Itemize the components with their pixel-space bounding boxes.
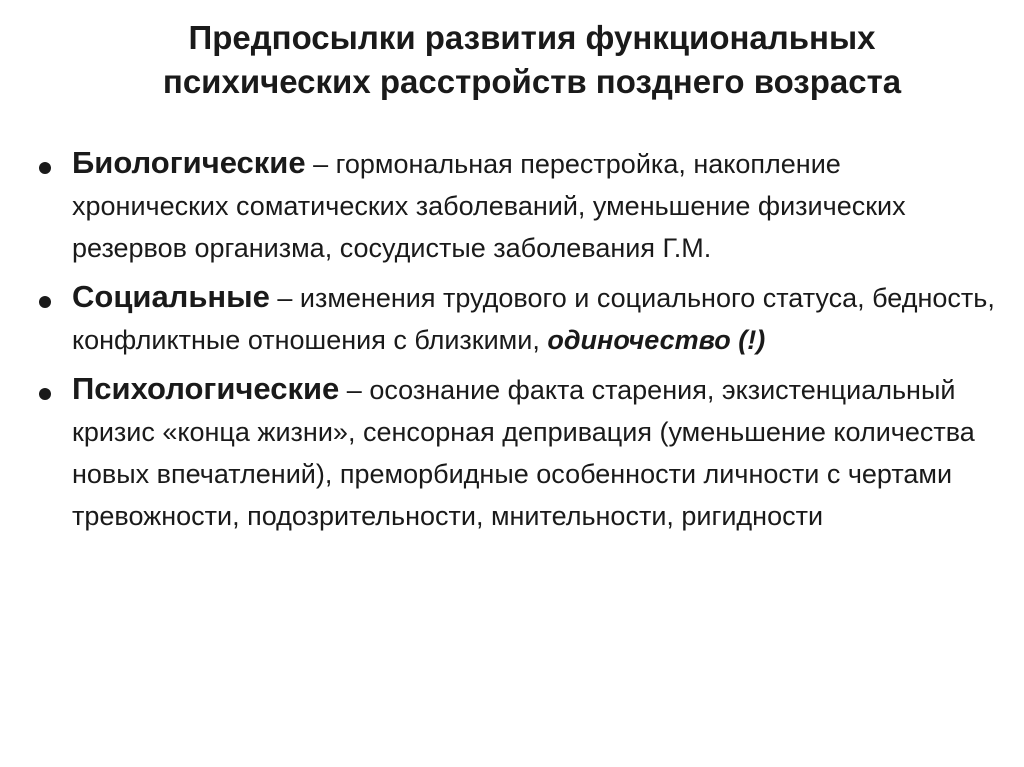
bullet-dot-icon <box>39 162 51 174</box>
bullet-text <box>72 368 996 537</box>
bullet-body: – гормональная перестройка, накопление хронических соматических заболеваний, уменьшение физических резервов организма, сосудистые заболевания Г.М. <box>72 149 906 263</box>
bullet-emphasis: одиночество (!) <box>547 325 766 355</box>
bullet-heading: Психологические <box>72 371 340 406</box>
bullet-text <box>72 276 996 361</box>
bullet-body: – изменения трудового и социального статуса, бедность, конфликтные отношения с близкими, <box>72 283 995 355</box>
bullet-dot-icon <box>39 296 51 308</box>
slide-title <box>40 16 1024 104</box>
bullet-body: – осознание факта старения, экзистенциальный кризис «конца жизни», сенсорная депривация (уменьшение количества новых впечатлений), преморбидные особенности личности с чертами тревожности, подозрительности, мнительности, ригидности <box>72 375 975 531</box>
bullet-text <box>72 142 996 269</box>
bullet-social <box>36 276 996 361</box>
bullet-biological <box>36 142 996 269</box>
bullet-heading: Биологические <box>72 145 306 180</box>
bullet-dot-icon <box>39 388 51 400</box>
bullet-list <box>36 142 996 544</box>
bullet-psychological <box>36 368 996 537</box>
title-line-2: психических расстройств позднего возраста <box>162 63 902 100</box>
bullet-heading: Социальные <box>72 279 270 314</box>
title-line-1: Предпосылки развития функциональных <box>188 19 876 56</box>
